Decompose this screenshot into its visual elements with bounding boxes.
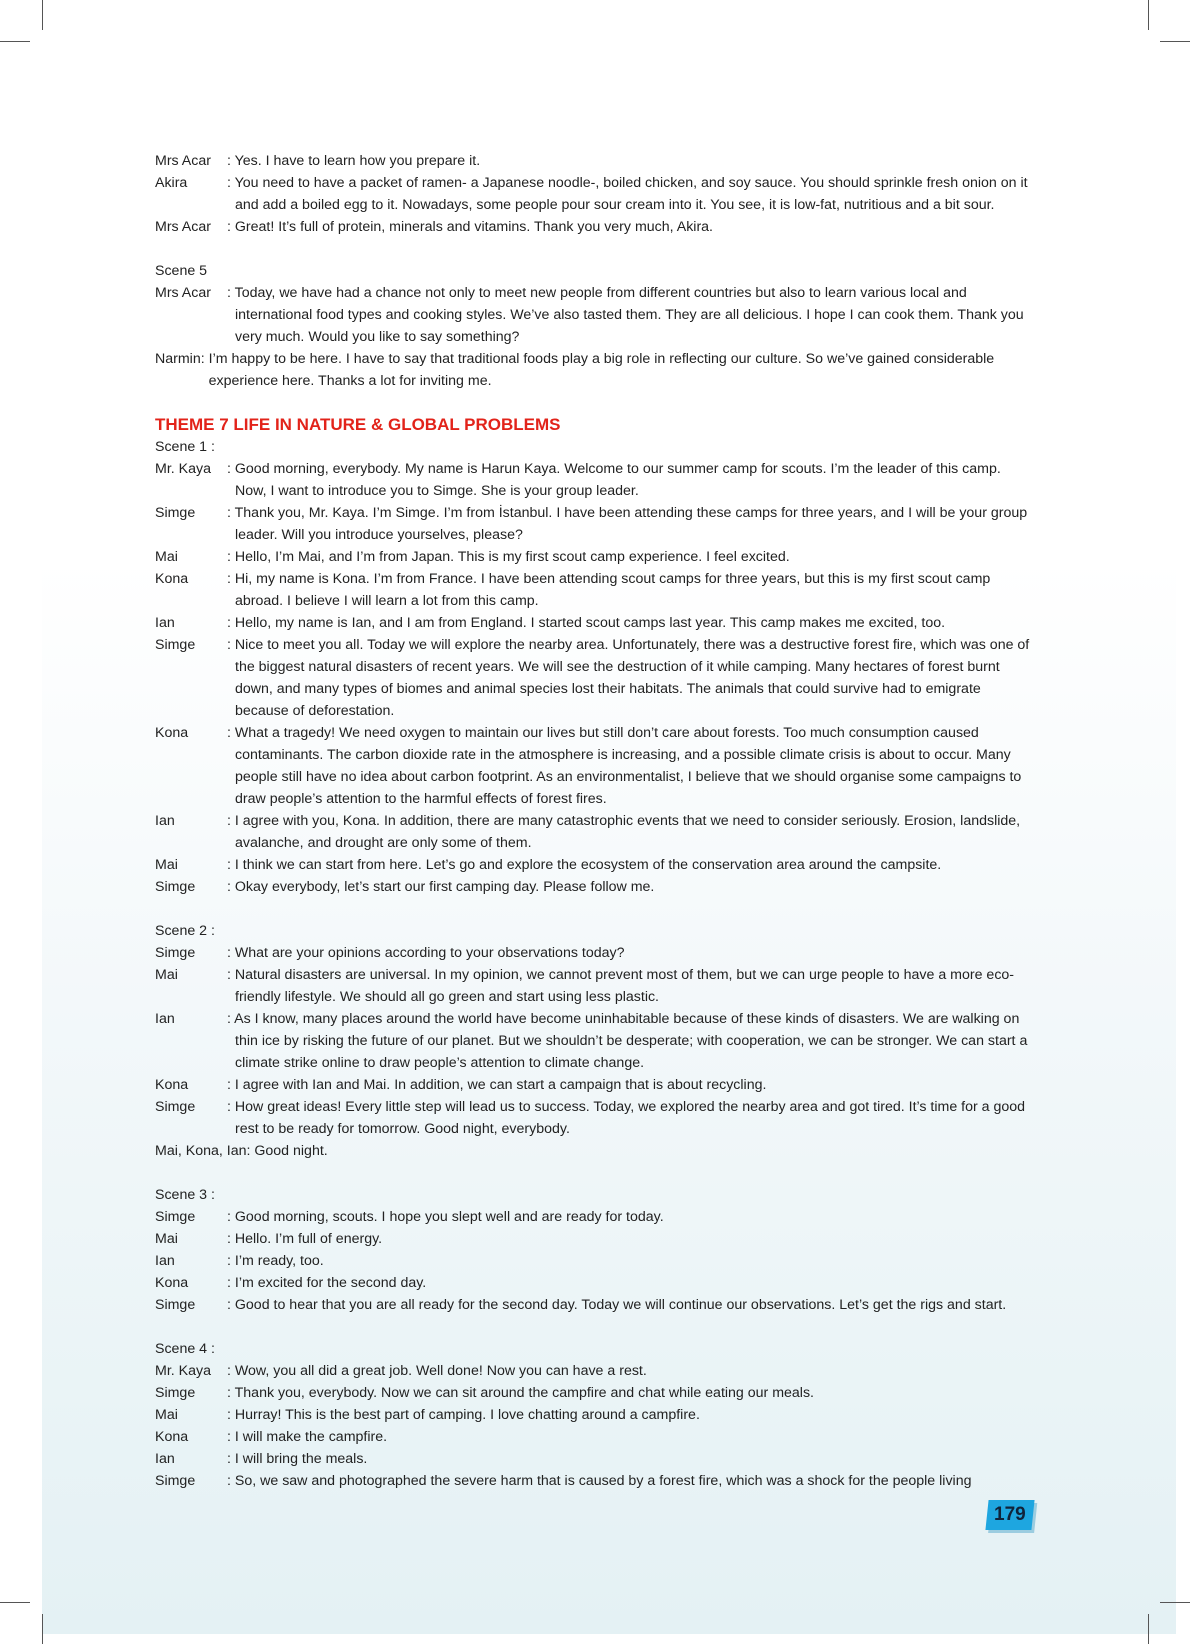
- speaker-name: Mrs Acar: [155, 153, 211, 169]
- speech-text: : As I know, many places around the world have become uninhabitable because of these kinds of disasters. We are walking on thin ice by risking the future of our planet. But we shouldn’t be desperate; with cooperation, we can be stronger. We can start a climate strike online to draw people’s attention to climate change.: [227, 1011, 1028, 1071]
- speech-text: : Hello. I’m full of energy.: [227, 1231, 383, 1247]
- speech-text: : Hi, my name is Kona. I’m from France. I have been attending scout camps for three years, but this is my first scout camp abroad. I believe I will learn a lot from this camp.: [227, 571, 991, 609]
- speaker-name: Ian: [155, 1253, 175, 1269]
- blank-line: [155, 238, 1035, 260]
- dialogue-line: [155, 1382, 1035, 1404]
- speaker-name: Mai: [155, 1231, 178, 1247]
- dialogue-line: [155, 282, 1035, 348]
- dialogue-line: [155, 876, 1035, 898]
- dialogue-line: [155, 722, 1035, 810]
- dialogue-line: [155, 964, 1035, 1008]
- speech-text: : I think we can start from here. Let’s go and explore the ecosystem of the conservation area around the campsite.: [227, 857, 942, 873]
- scene-label: Scene 1 :: [155, 439, 215, 455]
- speaker-name: Simge: [155, 1209, 196, 1225]
- dialogue-line: [155, 1250, 1035, 1272]
- dialogue-line: [155, 854, 1035, 876]
- speaker-name: Mrs Acar: [155, 219, 211, 235]
- dialogue-line: [155, 634, 1035, 722]
- speech-text: : What a tragedy! We need oxygen to maintain our lives but still don’t care about forests. Too much consumption caused contaminants. The carbon dioxide rate in the atmosphere is increasing, and a possible climate crisis is about to occur. Many people still have no idea about carbon footprint. As an environmentalist, I believe that we should organise some campaigns to draw people’s attention to the harmful effects of forest fires.: [227, 725, 1022, 807]
- dialogue-line: [155, 1096, 1035, 1140]
- dialogue-line: [155, 1272, 1035, 1294]
- speech-text: : You need to have a packet of ramen- a Japanese noodle-, boiled chicken, and soy sauce. You should sprinkle fresh onion on it and add a boiled egg to it. Nowadays, some people pour sour cream into it. You see, it is low-fat, nutritious and a bit sour.: [227, 175, 1028, 213]
- dialogue-line: [155, 942, 1035, 964]
- speaker-name: Mrs Acar: [155, 285, 211, 301]
- crop-mark: [1160, 1602, 1190, 1603]
- crop-mark: [42, 0, 43, 30]
- dialogue-line: [155, 568, 1035, 612]
- speech-text: : Good morning, scouts. I hope you slept well and are ready for today.: [227, 1209, 664, 1225]
- blank-line: [155, 1316, 1035, 1338]
- blank-line: [155, 898, 1035, 920]
- speech-text: : Yes. I have to learn how you prepare it.: [227, 153, 481, 169]
- crop-mark: [1148, 0, 1149, 30]
- speaker-name: Mr. Kaya: [155, 1363, 211, 1379]
- dialogue-line: [155, 1008, 1035, 1074]
- dialogue-line: [155, 546, 1035, 568]
- speech-text: : Today, we have had a chance not only to meet new people from different countries but also to learn various local and international food types and cooking styles. We’ve also tasted them. They are all delicious. I hope I can cook them. Thank you very much. Would you like to say something?: [227, 285, 1024, 345]
- dialogue-text: [155, 150, 1035, 1492]
- page-number-badge: [985, 1500, 1034, 1530]
- speech-text: : What are your opinions according to your observations today?: [227, 945, 625, 961]
- speaker-name: Mai: [155, 857, 178, 873]
- speech-text: : Good to hear that you are all ready for the second day. Today we will continue our observations. Let’s get the rigs and start.: [227, 1297, 1007, 1313]
- speaker-name: Mr. Kaya: [155, 461, 211, 477]
- speaker-name: Narmin:: [155, 351, 205, 367]
- dialogue-line: [155, 150, 1035, 172]
- speech-text: : Natural disasters are universal. In my opinion, we cannot prevent most of them, but we can urge people to have a more eco-friendly lifestyle. We should all go green and start using less plastic.: [227, 967, 1015, 1005]
- crop-mark: [1160, 41, 1190, 42]
- speech-text: : Great! It’s full of protein, minerals and vitamins. Thank you very much, Akira.: [227, 219, 713, 235]
- speaker-name: Mai: [155, 967, 178, 983]
- speech-text: : Good morning, everybody. My name is Harun Kaya. Welcome to our summer camp for scouts. I’m the leader of this camp. Now, I want to introduce you to Simge. She is your group leader.: [227, 461, 1001, 499]
- speech-text: : Okay everybody, let’s start our first camping day. Please follow me.: [227, 879, 655, 895]
- dialogue-line: [155, 216, 1035, 238]
- speech-text: : So, we saw and photographed the severe harm that is caused by a forest fire, which was a shock for the people living: [227, 1473, 972, 1489]
- dialogue-line: [155, 1470, 1035, 1492]
- page-number: 179: [994, 1504, 1026, 1525]
- speech-text: : I agree with Ian and Mai. In addition, we can start a campaign that is about recycling.: [227, 1077, 767, 1093]
- crop-mark: [0, 1602, 30, 1603]
- speaker-name: Kona: [155, 1077, 189, 1093]
- dialogue-line: [155, 1404, 1035, 1426]
- speaker-name: Ian: [155, 1451, 175, 1467]
- speech-text: : Thank you, everybody. Now we can sit around the campfire and chat while eating our meals.: [227, 1385, 814, 1401]
- dialogue-line: [155, 172, 1035, 216]
- speaker-name: Simge: [155, 1297, 196, 1313]
- speaker-name: Simge: [155, 1473, 196, 1489]
- dialogue-line: [155, 1448, 1035, 1470]
- scene-label: Scene 4 :: [155, 1341, 215, 1357]
- dialogue-line: [155, 810, 1035, 854]
- speech-text: : I agree with you, Kona. In addition, there are many catastrophic events that we need to consider seriously. Erosion, landslide, avalanche, and drought are only some of them.: [227, 813, 1021, 851]
- speech-text: : I’m ready, too.: [227, 1253, 324, 1269]
- speech-text: : Hello, my name is Ian, and I am from England. I started scout camps last year. This camp makes me excited, too.: [227, 615, 946, 631]
- speaker-name: Ian: [155, 813, 175, 829]
- speech-text: : Thank you, Mr. Kaya. I’m Simge. I’m from İstanbul. I have been attending these camps for three years, and I will be your group leader. Will you introduce yourselves, please?: [227, 505, 1028, 543]
- scene-label: Scene 5: [155, 263, 208, 279]
- scene-label: Scene 3 :: [155, 1187, 215, 1203]
- speaker-name: Simge: [155, 945, 196, 961]
- dialogue-line: [155, 502, 1035, 546]
- speaker-name: Simge: [155, 879, 196, 895]
- speech-text: : Wow, you all did a great job. Well done! Now you can have a rest.: [227, 1363, 647, 1379]
- dialogue-line: [155, 1360, 1035, 1382]
- dialogue-line: [155, 1228, 1035, 1250]
- speaker-name: Ian: [155, 615, 175, 631]
- speaker-name: Kona: [155, 1275, 189, 1291]
- speaker-name: Mai: [155, 1407, 178, 1423]
- speaker-name: Simge: [155, 505, 196, 521]
- speaker-name: Simge: [155, 1385, 196, 1401]
- speaker-name: Mai: [155, 549, 178, 565]
- speech-text: : I’m excited for the second day.: [227, 1275, 427, 1291]
- blank-line: [155, 1162, 1035, 1184]
- speech-text: : Nice to meet you all. Today we will explore the nearby area. Unfortunately, there was a destructive forest fire, which was one of the biggest natural disasters of recent years. We will see the destruction of it while camping. Many hectares of forest burnt down, and many types of biomes and animal species lost their habitats. The animals that could survive had to emigrate because of deforestation.: [227, 637, 1030, 719]
- blank-line: [155, 392, 1035, 414]
- speaker-name: Simge: [155, 637, 196, 653]
- dialogue-line: [155, 1074, 1035, 1096]
- dialogue-line: [155, 1426, 1035, 1448]
- crop-mark: [0, 41, 30, 42]
- dialogue-line: [155, 1206, 1035, 1228]
- scene-label: Mai, Kona, Ian: Good night.: [155, 1143, 328, 1159]
- crop-mark: [1148, 1614, 1149, 1644]
- scene-label: Scene 2 :: [155, 923, 215, 939]
- speaker-name: Kona: [155, 1429, 189, 1445]
- crop-mark: [42, 1614, 43, 1644]
- speaker-name: Simge: [155, 1099, 196, 1115]
- speech-text: : Hello, I’m Mai, and I’m from Japan. This is my first scout camp experience. I feel excited.: [227, 549, 790, 565]
- speech-text: : I will make the campfire.: [227, 1429, 388, 1445]
- speaker-name: Akira: [155, 175, 188, 191]
- dialogue-line: [155, 458, 1035, 502]
- speaker-name: Kona: [155, 571, 189, 587]
- dialogue-line: [155, 1294, 1035, 1316]
- speech-text: : I will bring the meals.: [227, 1451, 368, 1467]
- speaker-name: Ian: [155, 1011, 175, 1027]
- speech-text: : Hurray! This is the best part of camping. I love chatting around a campfire.: [227, 1407, 700, 1423]
- dialogue-line: [155, 348, 1035, 392]
- dialogue-line: [155, 612, 1035, 634]
- speech-text: : How great ideas! Every little step will lead us to success. Today, we explored the nearby area and got tired. It’s time for a good rest to be ready for tomorrow. Good night, everybody.: [227, 1099, 1026, 1137]
- theme-heading: THEME 7 LIFE IN NATURE & GLOBAL PROBLEMS: [155, 415, 561, 434]
- speech-text: I’m happy to be here. I have to say that traditional foods play a big role in reflecting our culture. So we’ve gained considerable experience here. Thanks a lot for inviting me.: [208, 351, 995, 389]
- speaker-name: Kona: [155, 725, 189, 741]
